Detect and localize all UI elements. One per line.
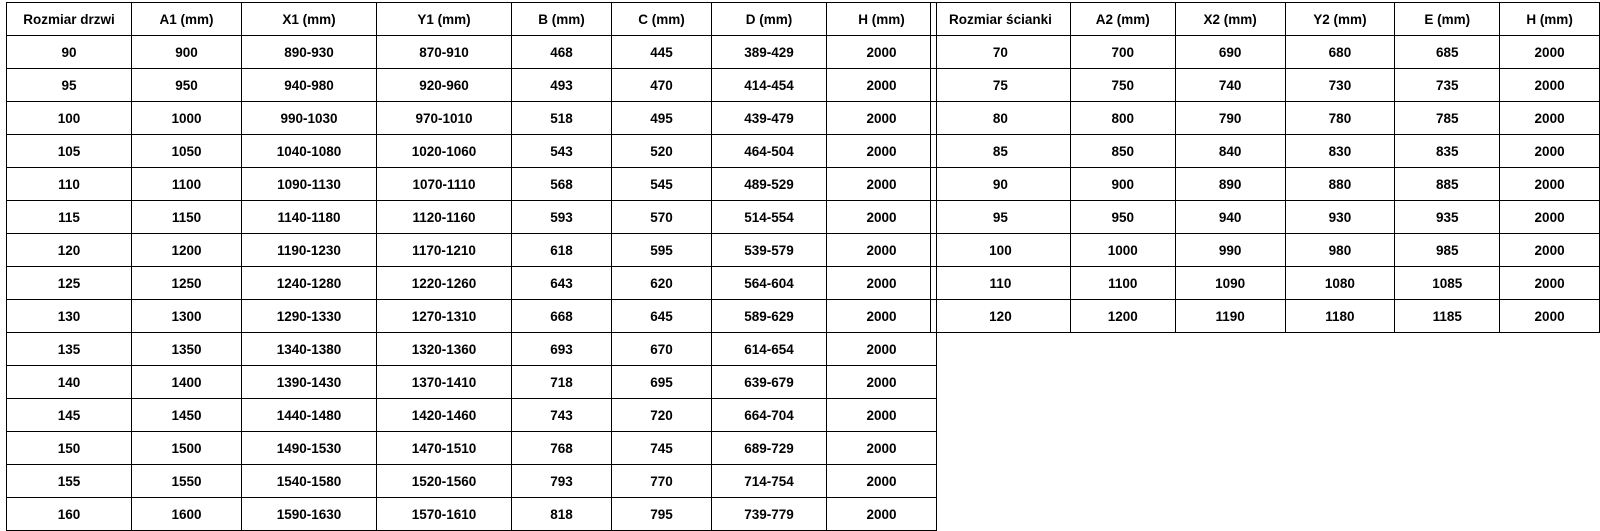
walls-cell: 1190 [1175,300,1285,333]
doors-cell: 1520-1560 [377,465,512,498]
doors-cell: 120 [7,234,132,267]
doors-cell: 920-960 [377,69,512,102]
doors-cell: 1370-1410 [377,366,512,399]
table-row [7,201,937,234]
doors-cell: 618 [512,234,612,267]
doors-cell: 445 [612,36,712,69]
doors-cell: 1270-1310 [377,300,512,333]
doors-cell: 520 [612,135,712,168]
doors-cell: 110 [7,168,132,201]
doors-cell: 695 [612,366,712,399]
walls-cell: 1085 [1395,267,1500,300]
doors-cell: 595 [612,234,712,267]
walls-cell: 1100 [1070,267,1175,300]
walls-cell: 850 [1070,135,1175,168]
doors-column-header: Rozmiar drzwi [7,3,132,36]
doors-cell: 1450 [132,399,242,432]
table-row [7,300,937,333]
doors-column-header: H (mm) [827,3,937,36]
doors-dimension-table-container [6,2,937,531]
doors-cell: 514-554 [712,201,827,234]
walls-cell: 1180 [1285,300,1395,333]
walls-column-header: E (mm) [1395,3,1500,36]
doors-cell: 2000 [827,465,937,498]
doors-cell: 493 [512,69,612,102]
table-row [931,300,1600,333]
doors-cell: 1150 [132,201,242,234]
table-row [931,267,1600,300]
doors-cell: 2000 [827,201,937,234]
walls-cell: 2000 [1500,135,1600,168]
doors-cell: 2000 [827,333,937,366]
doors-cell: 2000 [827,36,937,69]
walls-cell: 1200 [1070,300,1175,333]
walls-cell: 880 [1285,168,1395,201]
doors-cell: 1200 [132,234,242,267]
walls-cell: 80 [931,102,1071,135]
doors-cell: 564-604 [712,267,827,300]
table-row [7,234,937,267]
doors-cell: 140 [7,366,132,399]
doors-cell: 570 [612,201,712,234]
doors-cell: 95 [7,69,132,102]
walls-cell: 740 [1175,69,1285,102]
doors-cell: 464-504 [712,135,827,168]
doors-cell: 1140-1180 [242,201,377,234]
doors-column-header: X1 (mm) [242,3,377,36]
doors-cell: 1540-1580 [242,465,377,498]
doors-cell: 1070-1110 [377,168,512,201]
doors-cell: 1490-1530 [242,432,377,465]
doors-cell: 2000 [827,102,937,135]
walls-column-header: Y2 (mm) [1285,3,1395,36]
doors-cell: 643 [512,267,612,300]
doors-cell: 130 [7,300,132,333]
doors-cell: 620 [612,267,712,300]
table-row [7,168,937,201]
walls-cell: 2000 [1500,36,1600,69]
doors-cell: 2000 [827,135,937,168]
table-row [931,168,1600,201]
doors-column-header: D (mm) [712,3,827,36]
table-row [931,36,1600,69]
walls-cell: 980 [1285,234,1395,267]
walls-cell: 785 [1395,102,1500,135]
walls-dimension-table-container [930,2,1600,333]
doors-cell: 614-654 [712,333,827,366]
doors-cell: 1470-1510 [377,432,512,465]
doors-cell: 495 [612,102,712,135]
doors-cell: 1320-1360 [377,333,512,366]
doors-cell: 1290-1330 [242,300,377,333]
doors-cell: 970-1010 [377,102,512,135]
doors-cell: 2000 [827,366,937,399]
doors-cell: 518 [512,102,612,135]
walls-cell: 830 [1285,135,1395,168]
walls-cell: 75 [931,69,1071,102]
doors-cell: 1390-1430 [242,366,377,399]
walls-cell: 2000 [1500,300,1600,333]
doors-cell: 890-930 [242,36,377,69]
doors-cell: 1570-1610 [377,498,512,531]
walls-cell: 930 [1285,201,1395,234]
doors-cell: 2000 [827,69,937,102]
walls-column-header: X2 (mm) [1175,3,1285,36]
doors-cell: 990-1030 [242,102,377,135]
table-row [7,36,937,69]
walls-cell: 2000 [1500,201,1600,234]
doors-cell: 439-479 [712,102,827,135]
walls-cell: 120 [931,300,1071,333]
doors-cell: 160 [7,498,132,531]
doors-cell: 718 [512,366,612,399]
walls-cell: 990 [1175,234,1285,267]
walls-cell: 900 [1070,168,1175,201]
walls-cell: 1000 [1070,234,1175,267]
doors-cell: 125 [7,267,132,300]
doors-cell: 115 [7,201,132,234]
doors-cell: 1590-1630 [242,498,377,531]
walls-cell: 835 [1395,135,1500,168]
table-row [931,135,1600,168]
doors-cell: 1040-1080 [242,135,377,168]
walls-column-header: H (mm) [1500,3,1600,36]
doors-cell: 389-429 [712,36,827,69]
doors-cell: 1300 [132,300,242,333]
doors-cell: 1170-1210 [377,234,512,267]
walls-cell: 730 [1285,69,1395,102]
walls-cell: 750 [1070,69,1175,102]
doors-cell: 745 [612,432,712,465]
doors-cell: 2000 [827,432,937,465]
walls-cell: 780 [1285,102,1395,135]
doors-cell: 1240-1280 [242,267,377,300]
doors-cell: 768 [512,432,612,465]
walls-cell: 840 [1175,135,1285,168]
doors-cell: 135 [7,333,132,366]
walls-cell: 90 [931,168,1071,201]
doors-cell: 545 [612,168,712,201]
walls-cell: 985 [1395,234,1500,267]
doors-cell: 489-529 [712,168,827,201]
walls-cell: 790 [1175,102,1285,135]
walls-cell: 1080 [1285,267,1395,300]
table-row [931,102,1600,135]
doors-cell: 1350 [132,333,242,366]
doors-column-header: C (mm) [612,3,712,36]
doors-cell: 2000 [827,399,937,432]
doors-cell: 2000 [827,234,937,267]
doors-cell: 1420-1460 [377,399,512,432]
doors-cell: 2000 [827,300,937,333]
doors-cell: 414-454 [712,69,827,102]
doors-cell: 1050 [132,135,242,168]
doors-column-header: B (mm) [512,3,612,36]
walls-column-header: A2 (mm) [1070,3,1175,36]
doors-cell: 90 [7,36,132,69]
doors-cell: 1190-1230 [242,234,377,267]
walls-cell: 935 [1395,201,1500,234]
doors-cell: 818 [512,498,612,531]
walls-cell: 95 [931,201,1071,234]
doors-cell: 940-980 [242,69,377,102]
doors-cell: 1400 [132,366,242,399]
doors-cell: 693 [512,333,612,366]
table-row [7,399,937,432]
doors-cell: 1000 [132,102,242,135]
table-header-row [931,3,1600,36]
walls-cell: 70 [931,36,1071,69]
doors-cell: 795 [612,498,712,531]
walls-cell: 1090 [1175,267,1285,300]
table-row [7,498,937,531]
doors-cell: 1250 [132,267,242,300]
walls-cell: 2000 [1500,234,1600,267]
doors-cell: 670 [612,333,712,366]
doors-cell: 1500 [132,432,242,465]
walls-cell: 885 [1395,168,1500,201]
table-row [7,333,937,366]
walls-cell: 2000 [1500,168,1600,201]
doors-cell: 470 [612,69,712,102]
doors-cell: 1020-1060 [377,135,512,168]
doors-cell: 568 [512,168,612,201]
doors-cell: 1090-1130 [242,168,377,201]
doors-cell: 639-679 [712,366,827,399]
table-row [7,69,937,102]
doors-cell: 900 [132,36,242,69]
doors-cell: 870-910 [377,36,512,69]
doors-cell: 543 [512,135,612,168]
table-row [7,465,937,498]
doors-cell: 145 [7,399,132,432]
walls-cell: 735 [1395,69,1500,102]
table-row [7,102,937,135]
walls-cell: 100 [931,234,1071,267]
doors-column-header: Y1 (mm) [377,3,512,36]
doors-cell: 668 [512,300,612,333]
doors-column-header: A1 (mm) [132,3,242,36]
walls-cell: 800 [1070,102,1175,135]
doors-cell: 770 [612,465,712,498]
table-row [7,135,937,168]
doors-cell: 720 [612,399,712,432]
walls-cell: 690 [1175,36,1285,69]
doors-cell: 664-704 [712,399,827,432]
table-row [7,432,937,465]
doors-cell: 589-629 [712,300,827,333]
doors-cell: 593 [512,201,612,234]
walls-cell: 2000 [1500,69,1600,102]
doors-cell: 468 [512,36,612,69]
walls-cell: 85 [931,135,1071,168]
doors-cell: 1120-1160 [377,201,512,234]
doors-cell: 539-579 [712,234,827,267]
doors-cell: 1600 [132,498,242,531]
doors-cell: 743 [512,399,612,432]
doors-cell: 689-729 [712,432,827,465]
doors-cell: 950 [132,69,242,102]
walls-cell: 700 [1070,36,1175,69]
walls-cell: 890 [1175,168,1285,201]
doors-cell: 2000 [827,267,937,300]
doors-cell: 155 [7,465,132,498]
walls-cell: 2000 [1500,102,1600,135]
doors-dimension-table [6,2,937,531]
table-row [7,366,937,399]
doors-cell: 1550 [132,465,242,498]
doors-cell: 100 [7,102,132,135]
walls-cell: 1185 [1395,300,1500,333]
doors-cell: 150 [7,432,132,465]
doors-cell: 645 [612,300,712,333]
walls-cell: 110 [931,267,1071,300]
doors-cell: 1440-1480 [242,399,377,432]
doors-cell: 739-779 [712,498,827,531]
table-row [7,267,937,300]
doors-cell: 714-754 [712,465,827,498]
doors-cell: 1220-1260 [377,267,512,300]
walls-cell: 940 [1175,201,1285,234]
walls-dimension-table [930,2,1600,333]
table-header-row [7,3,937,36]
doors-cell: 793 [512,465,612,498]
walls-cell: 950 [1070,201,1175,234]
doors-cell: 2000 [827,498,937,531]
table-row [931,201,1600,234]
doors-cell: 1340-1380 [242,333,377,366]
walls-column-header: Rozmiar ścianki [931,3,1071,36]
doors-cell: 1100 [132,168,242,201]
doors-cell: 105 [7,135,132,168]
walls-cell: 685 [1395,36,1500,69]
walls-cell: 2000 [1500,267,1600,300]
walls-cell: 680 [1285,36,1395,69]
doors-cell: 2000 [827,168,937,201]
table-row [931,234,1600,267]
table-row [931,69,1600,102]
